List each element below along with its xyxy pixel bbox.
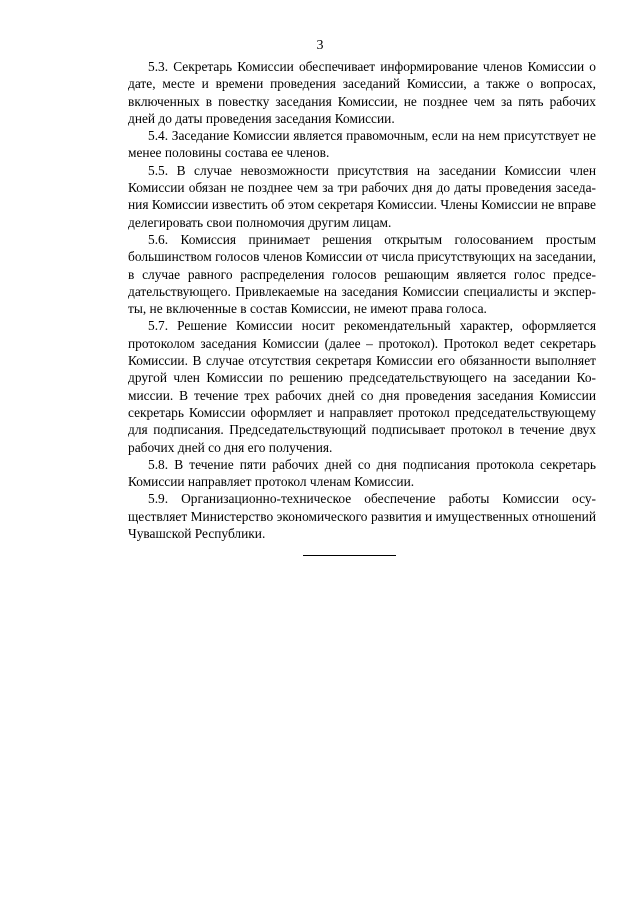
paragraph-5-4: 5.4. Заседание Комиссии является правомочным, если на нем присутствует не менее половины состава ее членов. (128, 128, 596, 161)
paragraph-5-5: 5.5. В случае невозможности присутствия на заседании Комиссии член Комиссии обязан не позднее чем за три рабочих дня до даты проведения заседания Комиссии известить об этом секретаря Комиссии. Члены Комиссии не вправе делегировать свои полномочия другим лицам. (128, 162, 596, 230)
paragraph-5-9: 5.9. Организационно-техническое обеспечение работы Комиссии осуществляет Министерство экономического развития и имущественных отношений Чувашской Республики. (128, 491, 596, 542)
paragraph-5-3: 5.3. Секретарь Комиссии обеспечивает информирование членов Комиссии о дате, месте и времени проведения заседаний Комиссии, а также о вопросах, включенных в повестку заседания Комиссии, не позднее чем за пять рабочих дней до даты проведения заседания Комиссии. (128, 59, 596, 126)
page-number: 3 (316, 38, 324, 53)
paragraph-5-6: 5.6. Комиссия принимает решения открытым голосованием простым большинством голосов членов Комиссии от числа присутствующих на заседании, в случае равного распределения голосов решающим является голос председательствующего. Привлекаемые на заседания Комиссии специалисты и эксперты, не включенные в состав Комиссии, не имеют права голоса. (128, 231, 596, 317)
document-body (128, 58, 596, 542)
end-of-document-rule (303, 555, 396, 556)
paragraph-5-7: 5.7. Решение Комиссии носит рекомендательный характер, оформляется протоколом заседания Комиссии (далее – протокол). Протокол ведет секретарь Комиссии. В случае отсутствия секретаря Комиссии его обязанности выполняет другой член Комиссии по решению председательствующего на заседании Комиссии. В течение трех рабочих дней со дня проведения заседания Комиссии секретарь Комиссии оформляет и направляет протокол председательствующему для подписания. Председательствующий подписывает протокол в течение двух рабочих дней со дня его получения. (128, 318, 596, 455)
paragraph-5-8: 5.8. В течение пяти рабочих дней со дня подписания протокола секретарь Комиссии направляет протокол членам Комиссии. (128, 456, 596, 490)
